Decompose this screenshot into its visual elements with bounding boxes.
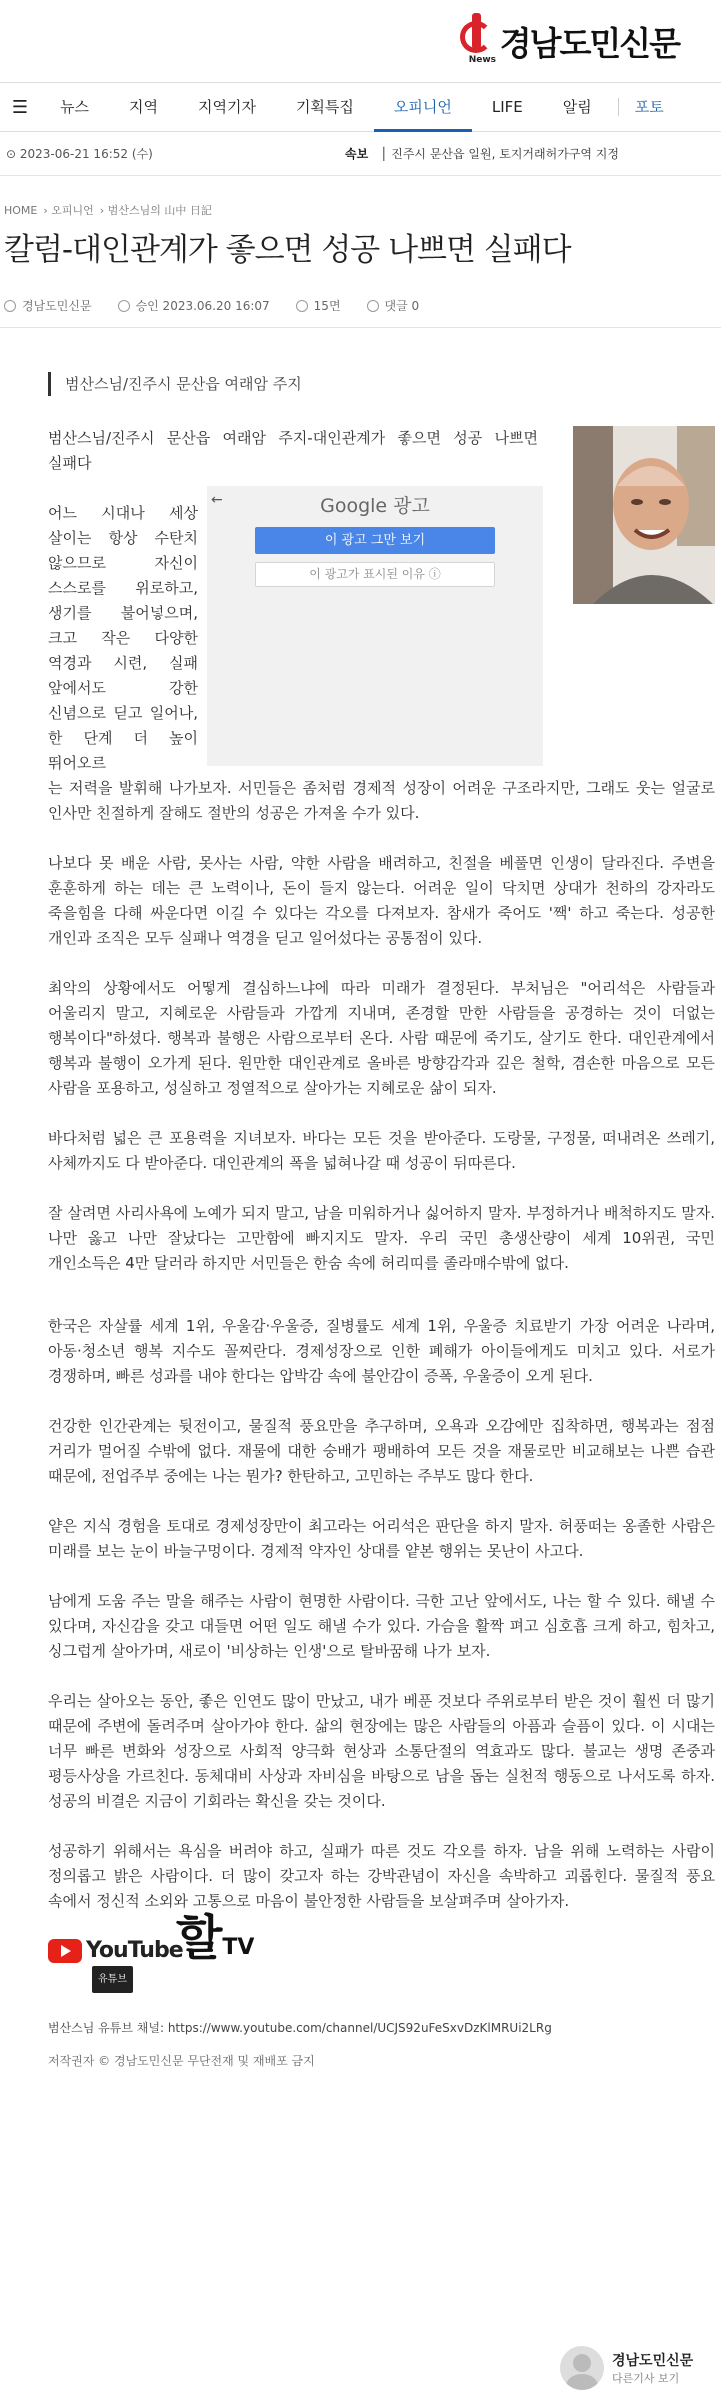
article-paragraph: 건강한 인간관계는 뒷전이고, 물질적 풍요만을 추구하며, 오욕과 오감에만 집착하면, 행복과는 점점 거리가 멀어질 수밖에 없다. 재물에 대한 숭배가 팽배하여 모든 것을 재물로만 비교해보는 나쁜 습관 때문에, 전업주부 중에는 나는 뭔가? 한탄하고, 고민하는 주부도 많다 한다. bbox=[48, 1417, 715, 1485]
main-nav bbox=[0, 82, 721, 132]
stop-ad-button[interactable]: 이 광고 그만 보기 bbox=[255, 527, 495, 554]
nav-item-notice[interactable]: 알림 bbox=[562, 98, 592, 116]
logo-news-label: News bbox=[468, 55, 497, 65]
article-meta bbox=[0, 284, 721, 328]
youtube-banner[interactable] bbox=[48, 1910, 715, 2006]
meta-author: 경남도민신문 bbox=[22, 299, 92, 313]
author-box[interactable] bbox=[560, 2346, 693, 2390]
why-ad-button[interactable]: 이 광고가 표시된 이유 ⓘ bbox=[255, 562, 495, 587]
nav-item-region[interactable]: 지역 bbox=[128, 98, 158, 116]
article-byline: 범산스님/진주시 문산읍 여래암 주지 bbox=[48, 372, 721, 396]
more-articles-link[interactable]: 다른기사 보기 bbox=[612, 2372, 680, 2385]
header-logo-bar bbox=[0, 0, 721, 82]
back-arrow-icon[interactable]: ← bbox=[211, 492, 223, 508]
meta-comments[interactable]: 댓글 0 bbox=[384, 299, 420, 313]
meta-approved: 승인 2023.06.20 16:07 bbox=[135, 299, 270, 313]
article-body bbox=[0, 426, 721, 2074]
site-logo[interactable] bbox=[460, 13, 679, 69]
logo-brand-text: 경남도민신문 bbox=[499, 23, 679, 63]
article-paragraph: 한국은 자살률 세계 1위, 우울감·우울증, 질병률도 세계 1위, 우울증 치료받기 가장 어려운 나라며, 아동·청소년 행복 지수도 꼴찌란다. 경제성장으로 인한 폐해가 아이들에게도 미치고 있다. 서로가 경쟁하며, 빠른 성과를 내야 한다는 압박감 속에 불안감이 증폭, 우울증이 오게 된다. bbox=[48, 1317, 715, 1385]
hal-tv-mark: 할 bbox=[176, 1910, 223, 1966]
article-narrow-text: 어느 시대나 세상 살이는 항상 수탄치 않으므로 자신이 스스로를 위로하고, 생기를 불어넣으며, 크고 작은 다양한 역경과 시련, 실패 앞에서도 강한 신념으로 딛고 일어나, 한 단계 더 높이 뛰어오르 bbox=[48, 504, 198, 772]
article-headline: 칼럼-대인관계가 좋으면 성공 나쁘면 실패다 bbox=[4, 232, 571, 268]
article-paragraph: 바다처럼 넓은 큰 포용력을 지녀보자. 바다는 모든 것을 받아준다. 도랑물, 구정물, 떠내려온 쓰레기, 사체까지도 다 받아준다. 대인관계의 폭을 넓혀나갈 때 성공이 뒤따른다. bbox=[48, 1129, 715, 1172]
breadcrumb: HOME › 오피니언 › 범산스님의 山中 日記 bbox=[4, 204, 212, 217]
youtube-play-icon bbox=[48, 1939, 82, 1963]
breadcrumb-column[interactable]: 범산스님의 山中 日記 bbox=[107, 204, 212, 217]
article-paragraph: 얕은 지식 경험을 토대로 경제성장만이 최고라는 어리석은 판단을 하지 말자. 허풍떠는 옹졸한 사람은 미래를 보는 눈이 바늘구멍이다. 경제적 약자인 상대를 얕본 행위는 못난이 사고다. bbox=[48, 1517, 715, 1560]
nav-item-region-reporter[interactable]: 지역기자 bbox=[197, 98, 256, 116]
clock-icon bbox=[118, 300, 130, 312]
menu-icon[interactable]: ☰ bbox=[11, 96, 29, 118]
google-ad[interactable] bbox=[207, 486, 543, 766]
page-icon bbox=[296, 300, 308, 312]
youtube-sub-label: 유튜브 bbox=[92, 1966, 133, 1993]
youtube-logo bbox=[48, 1938, 183, 1963]
youtube-logo-text: YouTube bbox=[86, 1938, 183, 1963]
logo-mark-icon bbox=[460, 13, 497, 69]
nav-item-features[interactable]: 기획특집 bbox=[295, 98, 354, 116]
user-icon bbox=[4, 300, 16, 312]
sub-bar bbox=[0, 132, 721, 176]
nav-item-news[interactable]: 뉴스 bbox=[60, 98, 89, 116]
youtube-channel-link[interactable]: 범산스님 유튜브 채널: https://www.youtube.com/channel/UCJS92uFeSxvDzKlMRUi2LRg bbox=[48, 2021, 552, 2035]
article-paragraph: 우리는 살아오는 동안, 좋은 인연도 많이 만났고, 내가 베푼 것보다 주위로부터 받은 것이 훨씬 더 많기 때문에 주변에 돌려주며 살아가야 한다. 삶의 현장에는 많은 사람들의 아픔과 슬픔이 있다. 이 시대는 너무 빠른 변화와 성장으로 사회적 양극화 현상과 소통단절의 역효과도 많다. 불교는 생명 존중과 평등사상을 가르친다. 동체대비 사상과 자비심을 바탕으로 남을 돕는 실천적 행동으로 나서도록 하자. 성공의 비결은 지금이 기회라는 확신을 갖는 것이다. bbox=[48, 1692, 715, 1810]
breadcrumb-opinion[interactable]: 오피니언 bbox=[51, 204, 94, 217]
breaking-label: 속보 bbox=[345, 147, 369, 161]
hal-tv-logo bbox=[176, 1910, 255, 1966]
hal-tv-suffix: TV bbox=[222, 1935, 255, 1960]
article-paragraph: 잘 살려면 사리사욕에 노예가 되지 말고, 남을 미워하거나 싫어하지 말자. 부정하거나 배척하지도 말자. 나만 옳고 나만 잘났다는 고만함에 빠지지도 말자. 우리 국민 총생산량이 세계 10위권, 국민 개인소득은 4만 달러라 하지만 서민들은 한숨 속에 허리띠를 졸라매수밖에 없다. bbox=[48, 1204, 715, 1272]
comment-icon bbox=[367, 300, 379, 312]
author-box-name: 경남도민신문 bbox=[612, 2353, 694, 2369]
copyright-notice: 저작권자 © 경남도민신문 무단전재 및 재배포 금지 bbox=[48, 2054, 315, 2068]
article-paragraph: 나보다 못 배운 사람, 못사는 사람, 약한 사람을 배려하고, 친절을 베풀면 인생이 달라진다. 주변을 훈훈하게 하는 데는 큰 노력이나, 돈이 들지 않는다. 어려운 일이 닥치면 상대가 천하의 강자라도 죽을힘을 다해 싸운다면 이길 수 있다는 각오를 다져보자. 참새가 죽어도 '짹' 하고 죽는다. 성공한 개인과 조직은 모두 실패나 역경을 딛고 일어섰다는 공통점이 있다. bbox=[48, 854, 715, 947]
article-paragraph: 최악의 상황에서도 어떻게 결심하느냐에 따라 미래가 결정된다. 부처님은 "어리석은 사람들과 어울리지 말고, 지혜로운 사람들과 가깝게 지내며, 존경할 만한 사람들을 공경하는 것이 더없는 행복이다"하셨다. 행복과 불행은 사람으로부터 온다. 사람 때문에 죽기도, 살기도 한다. 대인관계에서 행복과 불행이 오가게 된다. 원만한 대인관계로 올바른 방향감각과 깊은 철학, 겸손한 마음으로 모든 사람을 포용하고, 성실하고 정열적으로 살아가는 지혜로운 삶이 되자. bbox=[48, 979, 715, 1097]
nav-item-photo[interactable]: 포토 bbox=[618, 98, 680, 116]
ad-brand: Google 광고 bbox=[320, 495, 430, 517]
meta-page: 15면 bbox=[313, 299, 341, 313]
article-paragraph: 성공하기 위해서는 욕심을 버려야 하고, 실패가 따른 것도 각오를 하자. 남을 위해 노력하는 사람이 정의롭고 밝은 사람이다. 더 많이 갖고자 하는 강박관념이 자신을 속박하고 괴롭힌다. 물질적 풍요 속에서 정신적 소외와 고통으로 마음이 불안정한 사람들을 보살펴주며 살아가자. bbox=[48, 1842, 715, 1910]
avatar bbox=[560, 2346, 604, 2390]
current-datetime: ⊙ 2023-06-21 16:52 (수) bbox=[6, 147, 153, 161]
breadcrumb-home[interactable]: HOME bbox=[4, 204, 38, 217]
nav-item-opinion[interactable]: 오피니언 bbox=[374, 82, 472, 132]
breaking-ticker[interactable]: │ 진주시 문산읍 일원, 토지거래허가구역 지정 bbox=[380, 147, 619, 161]
author-photo bbox=[573, 426, 715, 604]
nav-item-life[interactable]: LIFE bbox=[491, 98, 523, 116]
article-paragraph: 남에게 도움 주는 말을 해주는 사람이 현명한 사람이다. 극한 고난 앞에서도, 나는 할 수 있다. 해낼 수 있다며, 자신감을 갖고 대들면 어떤 일도 해낼 수가 있다. 가슴을 활짝 펴고 심호흡 크게 하고, 힘차고, 싱그럽게 살아가며, 새로이 '비상하는 인생'으로 탈바꿈해 나가 보자. bbox=[48, 1592, 715, 1660]
article-continue-text: 는 저력을 발휘해 나가보자. 서민들은 좀처럼 경제적 성장이 어려운 구조라지만, 그래도 웃는 얼굴로 인사만 친절하게 잘해도 절반의 성공은 가져올 수가 있다. bbox=[48, 779, 715, 822]
article-intro: 범산스님/진주시 문산읍 여래암 주지-대인관계가 좋으면 성공 나쁘면 실패다 bbox=[48, 429, 538, 472]
